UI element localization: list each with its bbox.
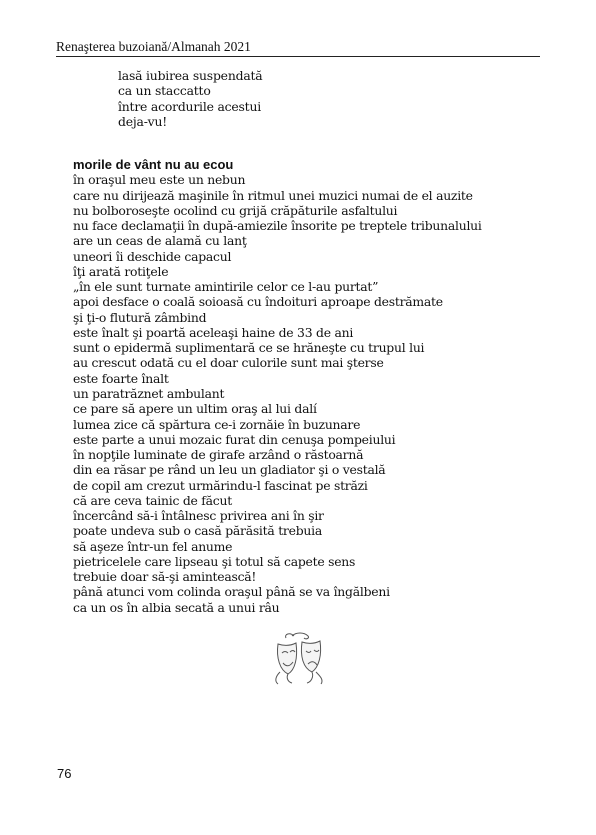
poem-line: trebuie doar să-şi amintească! <box>73 569 257 585</box>
poem-line: au crescut odată cu el doar culorile sunt mai şterse <box>73 355 384 371</box>
poem-line: îţi arată rotiţele <box>73 263 169 279</box>
poem-line: este foarte înalt <box>73 370 169 386</box>
stanza-line: lasă iubirea suspendată <box>118 68 263 83</box>
poem-line: uneori îi deschide capacul <box>73 248 232 264</box>
poem-line: în nopţile luminate de girafe arzând o răstoarnă <box>73 447 364 463</box>
poem-title: morile de vânt nu au ecou <box>73 157 234 172</box>
poem-line: nu face declamaţii în după-amiezile însorite pe treptele tribunalului <box>73 218 482 234</box>
poem-line: are un ceas de alamă cu lanţ <box>73 233 247 249</box>
page-number: 76 <box>57 766 72 781</box>
stanza-line: ca un staccatto <box>118 83 211 99</box>
poem-line: lumea zice că spărtura ce-i zornăie în buzunare <box>73 416 361 432</box>
poem-line: nu bolboroseşte ocolind cu grijă crăpăturile asfaltului <box>73 202 398 218</box>
poem-line: „în ele sunt turnate amintirile celor ce l-au purtat” <box>73 279 379 295</box>
poem-line: sunt o epidermă suplimentară ce se hrăneşte cu trupul lui <box>73 340 425 356</box>
poem-line: de copil am crezut urmărindu-l fascinat pe străzi <box>73 477 368 493</box>
stanza-line: între acordurile acestui <box>118 98 261 114</box>
poem-line: care nu dirijează maşinile în ritmul unei muzici numai de el auzite <box>73 187 473 203</box>
poem-line: este înalt şi poartă aceleaşi haine de 33 de ani <box>73 324 354 340</box>
poem-line: ce pare să apere un ultim oraş al lui dalí <box>73 401 317 417</box>
poem-line: încercând să-i întâlnesc privirea ani în şir <box>73 508 324 524</box>
poem-line: în oraşul meu este un nebun <box>73 172 246 188</box>
poem-line: ca un os în albia secată a unui râu <box>73 599 280 615</box>
poem-line: că are ceva tainic de făcut <box>73 492 232 508</box>
poem-line: până atunci vom colinda oraşul până se va îngălbeni <box>73 584 390 600</box>
running-header: Renaşterea buzoiană/Almanah 2021 <box>56 39 540 57</box>
poem-line: pietricelele care lipseau şi totul să capete sens <box>73 553 356 569</box>
poem-line: poate undeva sub o casă părăsită trebuia <box>73 523 322 539</box>
theatre-masks-icon <box>270 628 330 686</box>
poem-line: să aşeze într-un fel anume <box>73 538 233 554</box>
poem <box>73 157 482 615</box>
poem-line: un paratrăznet ambulant <box>73 385 225 401</box>
previous-stanza <box>118 68 262 129</box>
poem-line: şi ţi-o flutură zâmbind <box>73 309 207 325</box>
poem-line: apoi desface o coală soioasă cu îndoituri aproape destrămate <box>73 294 443 310</box>
poem-line: din ea răsar pe rând un leu un gladiator şi o vestală <box>73 462 386 478</box>
poem-line: este parte a unui mozaic furat din cenuşa pompeiului <box>73 431 396 447</box>
stanza-line: deja-vu! <box>118 113 168 129</box>
